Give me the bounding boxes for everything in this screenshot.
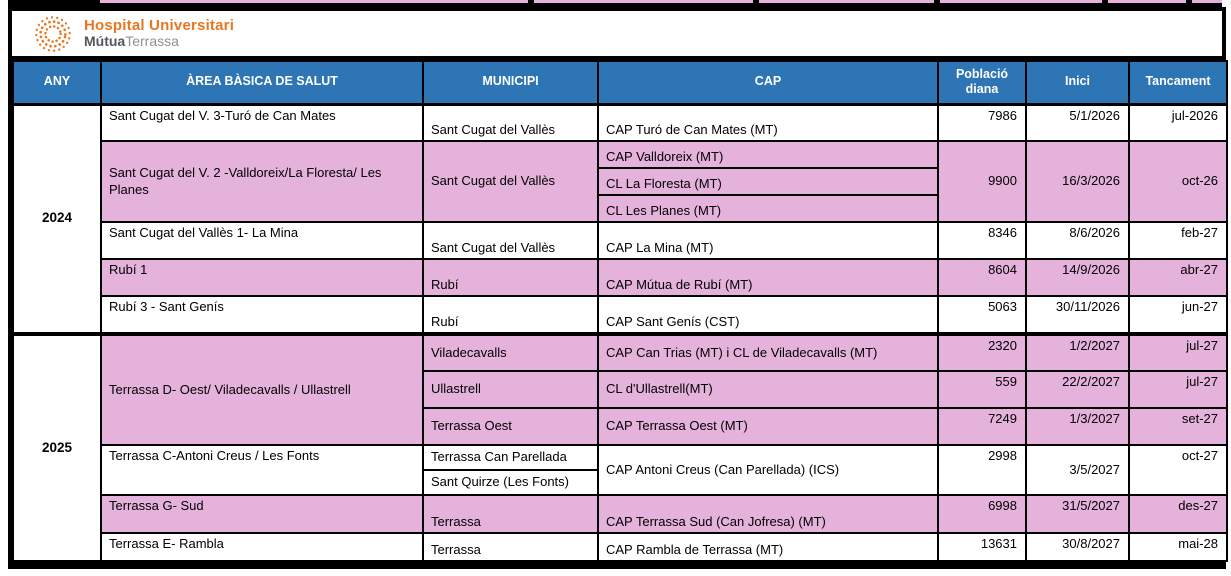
abs-cell: Terrassa C-Antoni Creus / Les Fonts xyxy=(101,445,423,495)
inici-cell: 5/1/2026 xyxy=(1026,104,1129,141)
abs-cell: Sant Cugat del Vallès 1- La Mina xyxy=(101,222,423,259)
cap-cell: CAP Sant Genís (CST) xyxy=(598,296,938,334)
municipi-cell: Rubí xyxy=(423,296,598,334)
cap-cell: CL La Floresta (MT) xyxy=(598,168,938,195)
tancament-cell: oct-27 xyxy=(1129,445,1227,495)
table-row xyxy=(13,222,1227,259)
municipi-cell: Sant Quirze (Les Fonts) xyxy=(423,470,598,495)
table-row xyxy=(13,296,1227,334)
abs-cell: Sant Cugat del V. 3-Turó de Can Mates xyxy=(101,104,423,141)
poblacio-cell: 7249 xyxy=(938,408,1026,445)
col-header-abs: ÀREA BÀSICA DE SALUT xyxy=(101,61,423,104)
cap-cell: CAP Antoni Creus (Can Parellada) (ICS) xyxy=(598,445,938,495)
inici-cell: 30/8/2027 xyxy=(1026,533,1129,561)
municipi-cell: Sant Cugat del Vallès xyxy=(423,141,598,222)
cap-cell: CL d'Ullastrell(MT) xyxy=(598,371,938,408)
cap-cell: CAP Valldoreix (MT) xyxy=(598,141,938,168)
col-header-municipi: MUNICIPI xyxy=(423,61,598,104)
poblacio-cell: 6998 xyxy=(938,495,1026,533)
inici-cell: 8/6/2026 xyxy=(1026,222,1129,259)
cap-cell: CAP Terrassa Oest (MT) xyxy=(598,408,938,445)
poblacio-cell: 9900 xyxy=(938,141,1026,222)
year-cell: 2024 xyxy=(13,104,101,334)
inici-cell: 22/2/2027 xyxy=(1026,371,1129,408)
logo-subtitle xyxy=(84,34,234,49)
tancament-cell: jun-27 xyxy=(1129,296,1227,334)
abs-cell: Sant Cugat del V. 2 -Valldoreix/La Floresta/ Les Planes xyxy=(101,141,423,222)
document-frame xyxy=(8,7,1226,569)
table-row xyxy=(13,495,1227,533)
municipi-cell: Viladecavalls xyxy=(423,334,598,371)
table-row xyxy=(13,445,1227,470)
table-row xyxy=(13,334,1227,371)
year-cell: 2025 xyxy=(13,334,101,561)
table-row xyxy=(13,141,1227,168)
abs-cell: Terrassa G- Sud xyxy=(101,495,423,533)
tancament-cell: jul-27 xyxy=(1129,334,1227,371)
municipi-cell: Terrassa Can Parellada xyxy=(423,445,598,470)
col-header-poblacio: Població diana xyxy=(938,61,1026,104)
inici-cell: 3/5/2027 xyxy=(1026,445,1129,495)
cap-cell: CAP Rambla de Terrassa (MT) xyxy=(598,533,938,561)
abs-cell: Rubí 1 xyxy=(101,259,423,296)
tancament-cell: set-27 xyxy=(1129,408,1227,445)
poblacio-cell: 5063 xyxy=(938,296,1026,334)
table-row xyxy=(13,259,1227,296)
inici-cell: 14/9/2026 xyxy=(1026,259,1129,296)
municipi-cell: Ullastrell xyxy=(423,371,598,408)
abs-cell: Terrassa E- Rambla xyxy=(101,533,423,561)
col-header-inici: Inici xyxy=(1026,61,1129,104)
poblacio-cell: 8346 xyxy=(938,222,1026,259)
inici-cell: 31/5/2027 xyxy=(1026,495,1129,533)
inici-cell: 16/3/2026 xyxy=(1026,141,1129,222)
logo-subtitle-light: Terrassa xyxy=(125,33,179,50)
logo-title: Hospital Universitari xyxy=(84,17,235,35)
cap-cell: CAP Terrassa Sud (Can Jofresa) (MT) xyxy=(598,495,938,533)
cap-cell: CAP Turó de Can Mates (MT) xyxy=(598,104,938,141)
poblacio-cell: 8604 xyxy=(938,259,1026,296)
inici-cell: 1/3/2027 xyxy=(1026,408,1129,445)
cropped-row-sliver xyxy=(8,0,1222,7)
poblacio-cell: 2998 xyxy=(938,445,1026,495)
inici-cell: 1/2/2027 xyxy=(1026,334,1129,371)
tancament-cell: jul-27 xyxy=(1129,371,1227,408)
logo-band xyxy=(12,11,1222,60)
col-header-cap: CAP xyxy=(598,61,938,104)
inici-cell: 30/11/2026 xyxy=(1026,296,1129,334)
abs-cell: Terrassa D- Oest/ Viladecavalls / Ullastrell xyxy=(101,334,423,445)
planning-table xyxy=(12,60,1228,562)
tancament-cell: mai-28 xyxy=(1129,533,1227,561)
abs-cell: Rubí 3 - Sant Genís xyxy=(101,296,423,334)
cap-cell: CL Les Planes (MT) xyxy=(598,195,938,222)
poblacio-cell: 2320 xyxy=(938,334,1026,371)
tancament-cell: des-27 xyxy=(1129,495,1227,533)
cap-cell: CAP La Mina (MT) xyxy=(598,222,938,259)
tancament-cell: feb-27 xyxy=(1129,222,1227,259)
cap-cell: CAP Mútua de Rubí (MT) xyxy=(598,259,938,296)
cap-cell: CAP Can Trias (MT) i CL de Viladecavalls (MT) xyxy=(598,334,938,371)
municipi-cell: Sant Cugat del Vallès xyxy=(423,222,598,259)
municipi-cell: Terrassa Oest xyxy=(423,408,598,445)
mutua-terrassa-logo-icon xyxy=(32,13,74,55)
logo-subtitle-bold: Mútua xyxy=(84,33,126,50)
poblacio-cell: 13631 xyxy=(938,533,1026,561)
poblacio-cell: 7986 xyxy=(938,104,1026,141)
tancament-cell: jul-2026 xyxy=(1129,104,1227,141)
table-row xyxy=(13,533,1227,561)
municipi-cell: Rubí xyxy=(423,259,598,296)
logo-text xyxy=(84,18,234,48)
municipi-cell: Terrassa xyxy=(423,495,598,533)
poblacio-cell: 559 xyxy=(938,371,1026,408)
municipi-cell: Terrassa xyxy=(423,533,598,561)
municipi-cell: Sant Cugat del Vallès xyxy=(423,104,598,141)
header-row xyxy=(13,61,1227,104)
tancament-cell: abr-27 xyxy=(1129,259,1227,296)
col-header-any: ANY xyxy=(13,61,101,104)
col-header-tancament: Tancament xyxy=(1129,61,1227,104)
table-row xyxy=(13,104,1227,141)
tancament-cell: oct-26 xyxy=(1129,141,1227,222)
